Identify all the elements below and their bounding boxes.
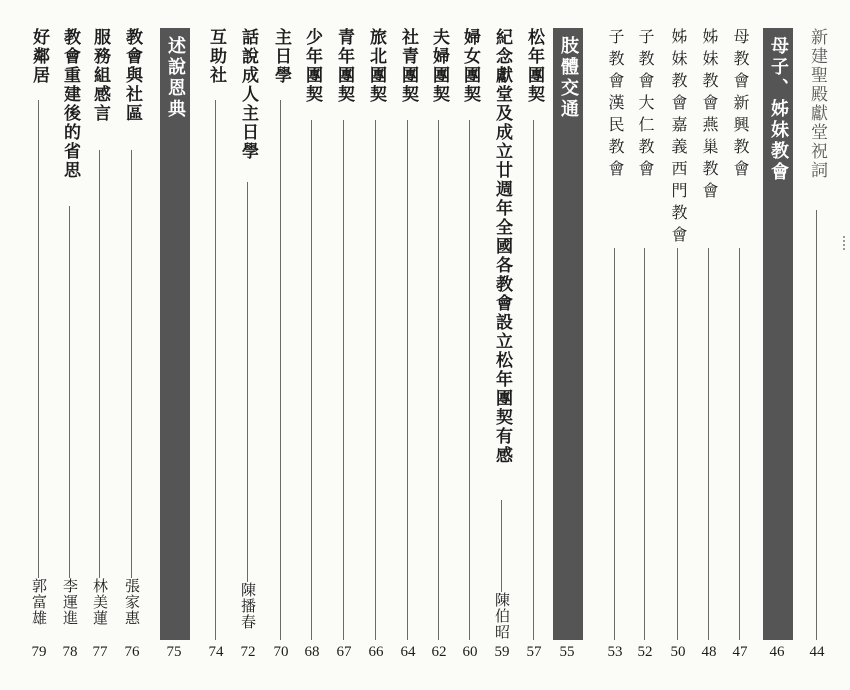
entry-title: 紀念獻堂及成立廿週年全國各教會設立松年團契有感 [492,28,512,465]
page-number: 47 [732,644,748,660]
leader-line [343,120,344,640]
leader-line [533,120,534,640]
leader-line [816,210,817,640]
leader-line [501,500,502,592]
page-number: 67 [336,644,352,660]
page-number: 57 [526,644,542,660]
entry-author: 李運進 [61,578,79,626]
page-number: 55 [559,644,575,660]
entry-title: 婦女團契 [460,28,480,104]
toc-entry[interactable] [393,0,423,690]
entry-author: 陳伯昭 [493,592,511,640]
page-number: 52 [637,644,653,660]
entry-title: 主日學 [271,28,291,85]
page-number: 75 [166,644,182,660]
leader-line [438,120,439,640]
toc-entry[interactable] [117,0,147,690]
entry-title: 子教會大仁教會 [636,28,655,182]
entry-title: 教會與社區 [122,28,142,123]
page-number: 53 [607,644,623,660]
entry-title: 旅北團契 [366,28,386,104]
toc-entry[interactable] [552,0,582,690]
toc-entry[interactable] [487,0,517,690]
leader-line [247,182,248,582]
leader-line [644,248,645,640]
page-number: 78 [62,644,78,660]
page-number: 46 [769,644,785,660]
entry-title: 青年團契 [334,28,354,104]
leader-line [469,120,470,640]
leader-line [614,248,615,640]
leader-line [69,206,70,578]
section-heading: 母子、姊妹教會 [763,28,793,640]
entry-title: 姊妹教會燕巢教會 [700,28,719,204]
page-number: 70 [273,644,289,660]
leader-line [677,248,678,640]
entry-title: 子教會漢民教會 [606,28,625,182]
entry-title: 夫婦團契 [429,28,449,104]
leader-line [407,120,408,640]
leader-line [38,100,39,578]
entry-title: 新建聖殿獻堂祝詞 [807,28,827,180]
toc-entry[interactable] [519,0,549,690]
toc-entry[interactable] [361,0,391,690]
page-number: 76 [124,644,140,660]
page-number: 79 [31,644,47,660]
toc-entry[interactable] [297,0,327,690]
entry-title: 松年團契 [524,28,544,104]
toc-entry[interactable] [424,0,454,690]
leader-line [739,248,740,640]
toc-entry[interactable] [802,0,832,690]
page-number: 48 [701,644,717,660]
toc-entry[interactable] [201,0,231,690]
entry-title: 好鄰居 [29,28,49,85]
leader-line [375,120,376,640]
entry-author: 郭富雄 [30,578,48,626]
leader-line [280,100,281,640]
entry-title: 互助社 [206,28,226,85]
page-number: 60 [462,644,478,660]
toc-entry[interactable] [694,0,724,690]
page-number: 72 [240,644,256,660]
entry-title: 服務組感言 [90,28,110,123]
entry-author: 林美蓮 [91,578,109,626]
toc-entry[interactable] [600,0,630,690]
toc-entry[interactable] [233,0,263,690]
page-number: 62 [431,644,447,660]
toc-entry[interactable] [266,0,296,690]
entry-title: 話說成人主日學 [238,28,258,161]
toc-entry[interactable] [159,0,189,690]
section-heading: 述說恩典 [160,28,190,640]
leader-line [708,248,709,640]
toc-entry[interactable] [455,0,485,690]
toc-entry[interactable] [55,0,85,690]
page-number: 50 [670,644,686,660]
page-number: 44 [809,644,825,660]
entry-title: 姊妹教會嘉義西門教會 [669,28,688,248]
entry-title: 教會重建後的省思 [60,28,80,180]
section-heading: 肢體交通 [553,28,583,640]
toc-entry[interactable] [24,0,54,690]
leader-line [131,150,132,578]
leader-line [99,150,100,578]
leader-line [215,100,216,640]
page-number: 74 [208,644,224,660]
page-edge-mark [843,236,848,250]
leader-line [311,120,312,640]
toc-entry[interactable] [329,0,359,690]
toc-entry[interactable] [725,0,755,690]
entry-author: 張家惠 [123,578,141,626]
entry-author: 陳播春 [239,582,257,630]
toc-entry[interactable] [630,0,660,690]
page-number: 68 [304,644,320,660]
entry-title: 社青團契 [398,28,418,104]
toc-entry[interactable] [663,0,693,690]
entry-title: 母教會新興教會 [731,28,750,182]
page-number: 64 [400,644,416,660]
page-number: 66 [368,644,384,660]
toc-entry[interactable] [85,0,115,690]
page-number: 59 [494,644,510,660]
toc-entry[interactable] [762,0,792,690]
page-number: 77 [92,644,108,660]
entry-title: 少年團契 [302,28,322,104]
